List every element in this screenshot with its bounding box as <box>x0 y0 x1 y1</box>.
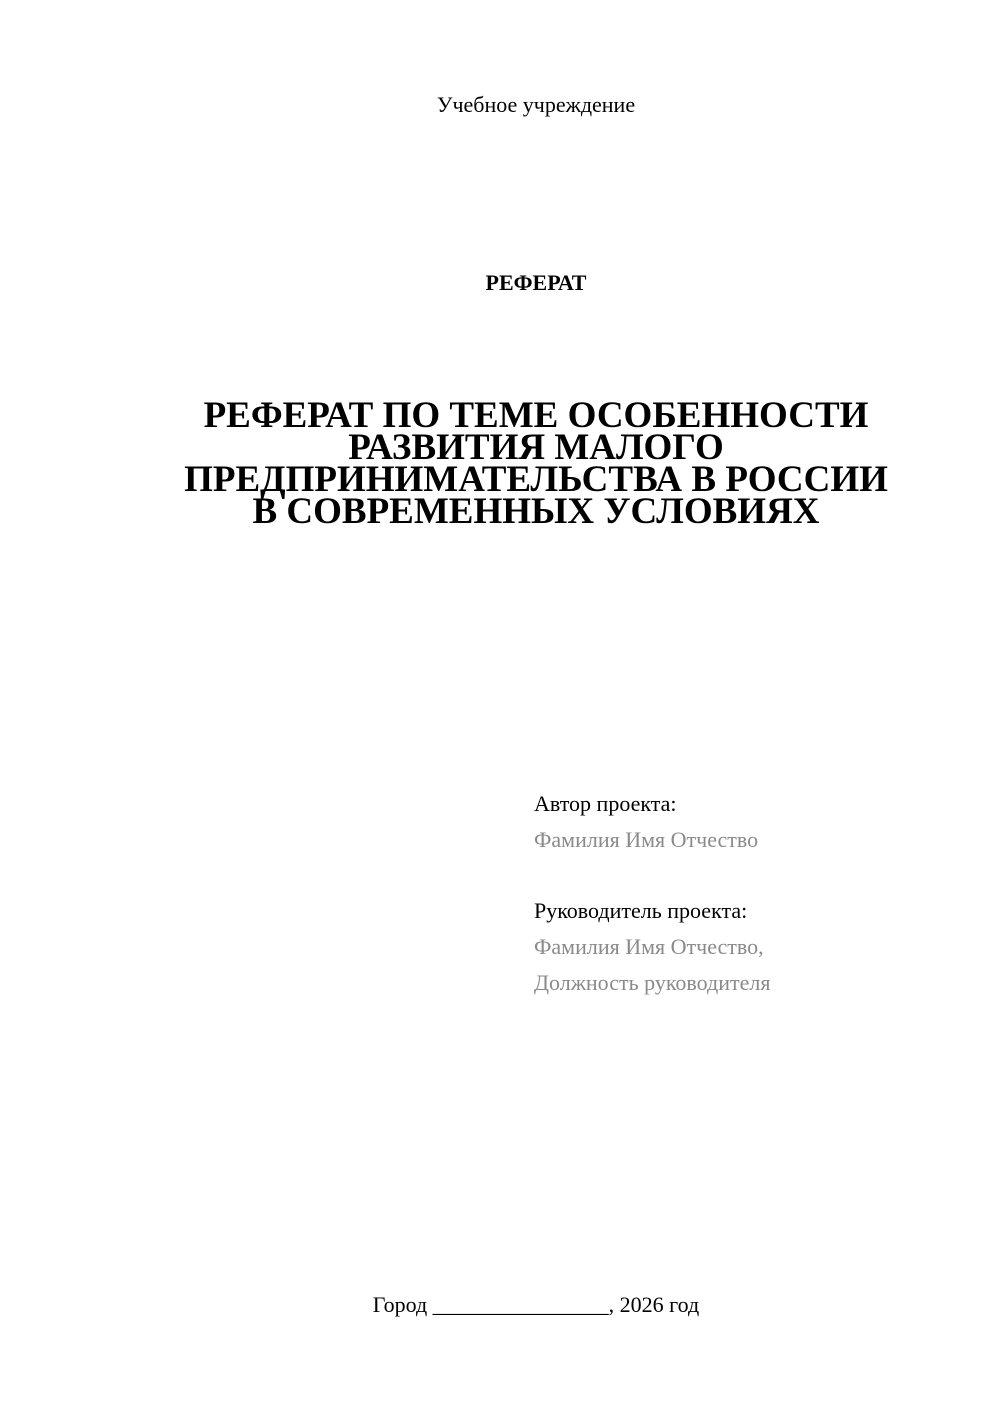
title-line: РЕФЕРАТ ПО ТЕМЕ ОСОБЕННОСТИ <box>203 395 869 436</box>
supervisor-position: Должность руководителя <box>534 970 771 995</box>
city-year-line: Город ________________, 2026 год <box>372 1292 700 1317</box>
supervisor-label: Руководитель проекта: <box>534 898 748 923</box>
title-line: В СОВРЕМЕННЫХ УСЛОВИЯХ <box>252 491 820 532</box>
title-line: ПРЕДПРИНИМАТЕЛЬСТВА В РОССИИ <box>184 459 888 500</box>
document-title <box>160 395 912 532</box>
supervisor-block <box>534 893 974 1001</box>
institution-name: Учебное учреждение <box>436 92 636 117</box>
author-name: Фамилия Имя Отчество <box>534 827 759 852</box>
supervisor-name: Фамилия Имя Отчество, <box>534 934 764 959</box>
author-label: Автор проекта: <box>534 791 677 816</box>
title-line: РАЗВИТИЯ МАЛОГО <box>348 427 724 468</box>
document-type: РЕФЕРАТ <box>485 270 587 295</box>
author-block <box>534 786 974 858</box>
